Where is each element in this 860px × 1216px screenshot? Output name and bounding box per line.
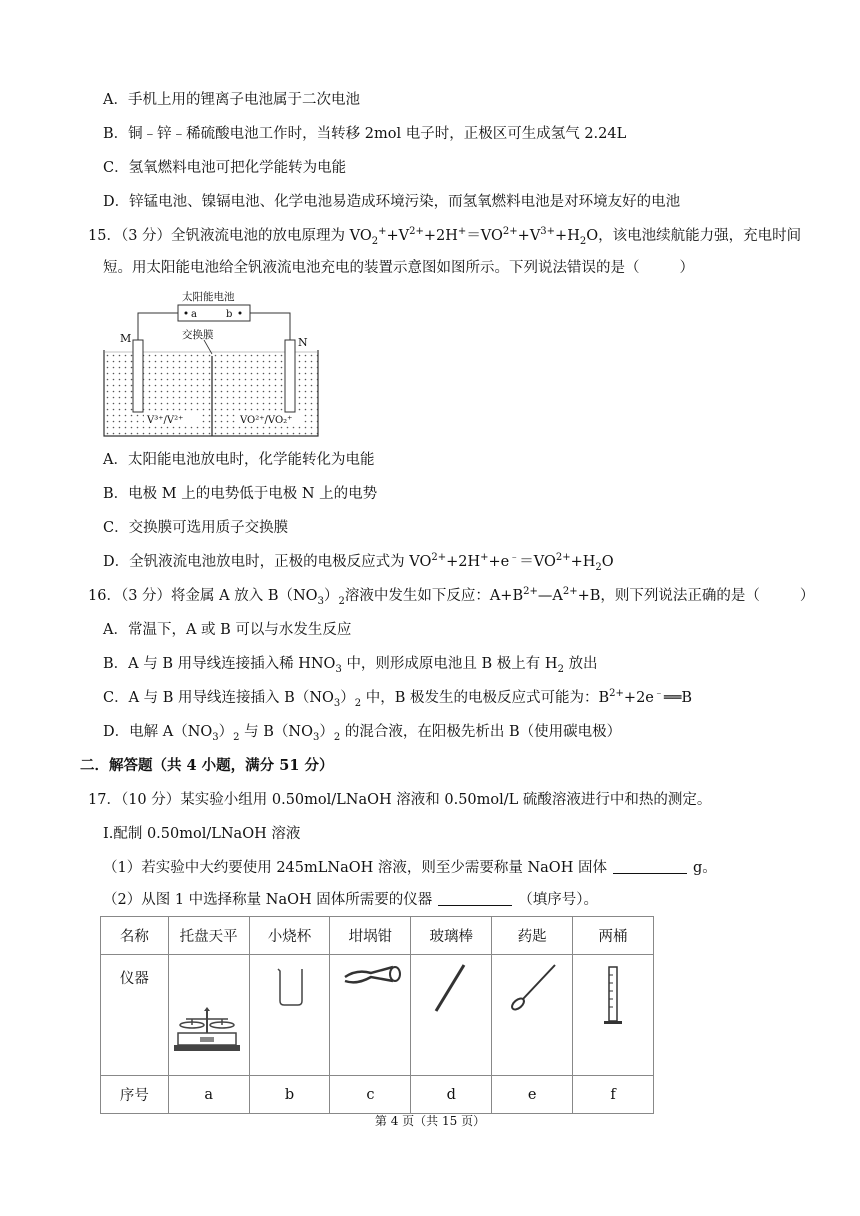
beaker-icon: [251, 955, 329, 1015]
right-solution-label: VO²⁺/VO₂⁺: [240, 415, 293, 426]
electrode-n: [285, 340, 295, 412]
table-header-row: [101, 917, 654, 955]
table-header-cell: 托盘天平: [168, 917, 249, 955]
q16-option-a: A．常温下，A 或 B 可以与水发生反应: [103, 622, 352, 638]
spatula-icon: [493, 955, 571, 1025]
table-instrument-row: [101, 955, 654, 1076]
table-header-cell: 两桶: [573, 917, 654, 955]
answer-blank-2[interactable]: [438, 891, 512, 906]
q17-stem: 17．（10 分）某实验小组用 0.50mol/LNaOH 溶液和 0.50mol/L 硫酸溶液进行中和热的测定。: [88, 792, 712, 808]
q17-sub1: （1）若实验中大约要使用 245mLNaOH 溶液，则至少需要称量 NaOH 固体 g。: [103, 860, 717, 876]
wire-right: [250, 313, 290, 340]
graduated-cylinder-image-cell: [573, 955, 654, 1076]
table-header-cell: 名称: [101, 917, 169, 955]
table-header-cell: 玻璃棒: [411, 917, 492, 955]
spatula-image-cell: [492, 955, 573, 1076]
electrode-m: [133, 340, 143, 412]
q17-sub2: （2）从图 1 中选择称量 NaOH 固体所需要的仪器 （填序号）。: [103, 892, 599, 908]
sequence-cell: e: [492, 1076, 573, 1114]
q17-part1: Ⅰ.配制 0.50mol/LNaOH 溶液: [103, 826, 301, 842]
electrode-m-label: M: [120, 332, 132, 345]
sequence-cell: c: [330, 1076, 411, 1114]
q15-option-d: D．全钒液流电池放电时，正极的电极反应式为 $VO^{2+}+2H^++e^﹣=VO^{2+}+H_2O$: [103, 552, 614, 573]
sequence-cell: b: [249, 1076, 330, 1114]
glass-rod-icon: [412, 955, 490, 1025]
solar-battery-label: 太阳能电池: [182, 291, 235, 303]
table-header-cell: 小烧杯: [249, 917, 330, 955]
sequence-cell: a: [168, 1076, 249, 1114]
graduated-cylinder-icon: [574, 955, 652, 1035]
glass-rod-image-cell: [411, 955, 492, 1076]
crucible-tongs-icon: [331, 955, 409, 1015]
q15-option-a: A．太阳能电池放电时，化学能转化为电能: [103, 452, 375, 468]
q16-option-b: B．A 与 B 用导线连接插入稀 $HNO_3$ 中，则形成原电池且 B 极上有 $H_2$ 放出: [103, 656, 598, 675]
sequence-cell: f: [573, 1076, 654, 1114]
q15-option-b: B．电极 M 上的电势低于电极 N 上的电势: [103, 486, 378, 502]
q15-option-c: C．交换膜可选用质子交换膜: [103, 520, 289, 536]
wire-left: [138, 313, 178, 340]
left-solution-label: V³⁺/V²⁺: [147, 415, 184, 426]
answer-blank-1[interactable]: [613, 859, 687, 874]
crucible-tongs-image-cell: [330, 955, 411, 1076]
terminal-a-label: a: [191, 309, 197, 320]
q15-stem-line2: 短。用太阳能电池给全钒液流电池充电的装置示意图如图所示。下列说法错误的是（ ）: [103, 260, 694, 276]
membrane-label: 交换膜: [182, 329, 214, 341]
q16-option-d: D．电解 $A(NO_3)_2$ 与 $B(NO_3)_2$ 的混合液，在阳极先析出 B（使用碳电极）: [103, 724, 622, 743]
balance-icon: [170, 955, 248, 1061]
table-sequence-row: [101, 1076, 654, 1114]
instrument-table: [100, 916, 654, 1114]
terminal-b-label: b: [226, 309, 233, 320]
table-header-cell: 药匙: [492, 917, 573, 955]
q14-option-d: D．锌锰电池、镍镉电池、化学电池易造成环境污染，而氢氧燃料电池是对环境友好的电池: [103, 194, 681, 210]
section-heading: 二．解答题（共 4 小题，满分 51 分）: [80, 757, 334, 774]
instrument-row-label: 仪器: [101, 955, 169, 1076]
sequence-cell: d: [411, 1076, 492, 1114]
sequence-row-label: 序号: [101, 1076, 169, 1114]
balance-image-cell: [168, 955, 249, 1076]
table-header-cell: 坩埚钳: [330, 917, 411, 955]
page-footer: 第 4 页（共 15 页）: [374, 1114, 486, 1128]
beaker-image-cell: [249, 955, 330, 1076]
q16-option-c: C．A 与 B 用导线连接插入 $B(NO_3)_2$ 中，B 极发生的电极反应式可能为：$B^{2+}+2e^﹣══B$: [103, 688, 693, 709]
q16-stem: 16．（3 分）将金属 A 放入 $B(NO_3)_2$溶液中发生如下反应：$A+B^{2+}—A^{2+}+B$，则下列说法正确的是（ ）: [88, 586, 815, 607]
electrode-n-label: N: [298, 336, 308, 349]
electrolysis-cell-diagram: [100, 288, 340, 440]
q14-option-b: B．铜﹣锌﹣稀硫酸电池工作时，当转移 2mol 电子时，正极区可生成氢气 2.24L: [103, 126, 627, 142]
q14-option-c: C．氢氧燃料电池可把化学能转为电能: [103, 160, 347, 176]
q14-option-a: A．手机上用的锂离子电池属于二次电池: [103, 92, 360, 108]
q15-stem: 15．（3 分）全钒液流电池的放电原理为 $VO_2^++V^{2+}+2H^+=VO^{2+}+V^{3+}+H_2O$，该电池续航能力强，充电时间: [88, 226, 802, 247]
